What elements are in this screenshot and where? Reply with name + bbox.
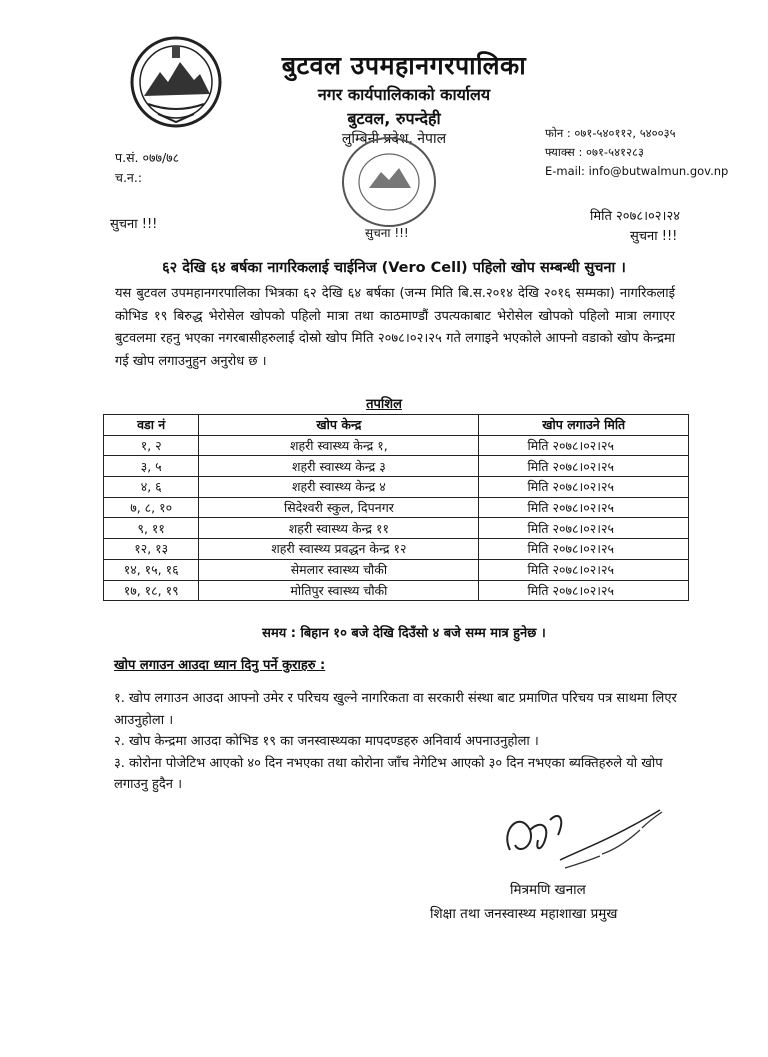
handwritten-signature-icon <box>490 790 675 880</box>
table-row <box>104 518 689 539</box>
instruction-item: १. खोप लगाउन आउदा आफ्नो उमेर र परिचय खुल्ने नागरिकता वा सरकारी संस्था बाट प्रमाणित परिचय पत्र साथमा लिएर आउनुहोला । <box>114 691 677 728</box>
center-cell: शहरी स्वास्थ्य केन्द्र ४ <box>199 477 479 498</box>
instruction-item: ३. कोरोना पोजेटिभ आएको ४० दिन नभएका तथा कोरोना जाँच नेगेटिभ आएको ३० दिन नभएका ब्यक्तिहरुले यो खोप लगाउनु हुदैन । <box>114 755 663 792</box>
table-row <box>104 580 689 601</box>
table-row <box>104 456 689 477</box>
issue-date: मिति २०७८।०२।२४ <box>590 209 680 224</box>
header-date: खोप लगाउने मिति <box>479 415 689 436</box>
header-ward: वडा नं <box>104 415 199 436</box>
date-cell: मिति २०७८।०२।२५ <box>479 539 689 560</box>
table-row <box>104 539 689 560</box>
center-cell: शहरी स्वास्थ्य केन्द्र ३ <box>199 456 479 477</box>
signatory-designation: शिक्षा तथा जनस्वास्थ्य महाशाखा प्रमुख <box>430 906 618 922</box>
center-cell: शहरी स्वास्थ्य केन्द्र १, <box>199 435 479 456</box>
office-name: नगर कार्यपालिकाको कार्यालय <box>317 85 491 104</box>
signatory-name: मित्रमणि खनाल <box>510 882 586 898</box>
instruction-item: २. खोप केन्द्रमा आउदा कोभिड १९ का जनस्वास्थ्यका मापदण्डहरु अनिवार्य अपनाउनुहोला । <box>114 734 539 749</box>
center-cell: शहरी स्वास्थ्य केन्द्र ११ <box>199 518 479 539</box>
notice-label-left: सुचना !!! <box>110 217 158 232</box>
org-name: बुटवल उपमहानगरपालिका <box>281 51 527 80</box>
notice-label-center: सुचना !!! <box>365 226 409 240</box>
notice-title: ६२ देखि ६४ बर्षका नागरिकलाई चाईनिज (Vero Cell) पहिलो खोप सम्बन्धी सुचना । <box>162 260 626 276</box>
center-cell: सेमलार स्वास्थ्य चौकी <box>199 559 479 580</box>
header-center: खोप केन्द्र <box>199 415 479 436</box>
address-line-2: लुम्बिनी प्रदेश, नेपाल <box>341 131 447 147</box>
fax-text: फ्याक्स : ०७१-५४१२८३ <box>545 145 644 159</box>
table-row <box>104 477 689 498</box>
instructions-list <box>114 688 684 796</box>
date-cell: मिति २०७८।०२।२५ <box>479 435 689 456</box>
center-cell: सिदेश्वरी स्कुल, दिपनगर <box>199 497 479 518</box>
date-cell: मिति २०७८।०२।२५ <box>479 497 689 518</box>
ward-cell: ३, ५ <box>104 456 199 477</box>
dispatch-number: च.न.: <box>115 170 143 185</box>
center-cell: मोतिपुर स्वास्थ्य चौकी <box>199 580 479 601</box>
ward-cell: १२, १३ <box>104 539 199 560</box>
ward-cell: १७, १८, १९ <box>104 580 199 601</box>
notice-label-right: सुचना !!! <box>630 229 678 244</box>
date-cell: मिति २०७८।०२।२५ <box>479 559 689 580</box>
date-block <box>590 207 680 247</box>
date-cell: मिति २०७८।०२।२५ <box>479 477 689 498</box>
date-cell: मिति २०७८।०२।२५ <box>479 580 689 601</box>
reference-block <box>115 148 179 188</box>
ward-cell: ९, ११ <box>104 518 199 539</box>
vaccination-schedule-table <box>103 414 689 601</box>
phone-text: फोन : ०७१-५४०११२, ५४००३५ <box>545 126 676 140</box>
table-title: तपशिल <box>366 397 402 412</box>
ward-cell: ७, ८, १० <box>104 497 199 518</box>
center-cell: शहरी स्वास्थ्य प्रवद्धन केन्द्र १२ <box>199 539 479 560</box>
time-note: समय : बिहान १० बजे देखि दिउँसो ४ बजे सम्म मात्र हुनेछ । <box>262 626 546 641</box>
instructions-heading: खोप लगाउन आउदा ध्यान दिनु पर्ने कुराहरु : <box>114 658 326 673</box>
notice-body: यस बुटवल उपमहानगरपालिका भित्रका ६२ देखि ६४ बर्षका (जन्म मिति बि.स.२०१४ देखि २०१६ सम्मका) नागरिकलाई कोभिड १९ बिरुद्ध भेरोसेल खोपको पहिलो मात्रा तथा काठमाण्डौं उपत्यकाबाट भेरोसेल खोपको पहिलो मात्रा लगाएर बुटवलमा रहनु भएका नगरबासीहरुलाई दोस्रो खोप मिति २०७८।०२।२५ गते लगाइने भएकोले आफ्नो वडाको खोप केन्द्रमा गई खोप लगाउनुहुन अनुरोध छ । <box>115 286 675 369</box>
email-text: E-mail: info@butwalmun.gov.np <box>545 164 729 178</box>
date-cell: मिति २०७८।०२।२५ <box>479 518 689 539</box>
contact-block <box>545 124 728 181</box>
ward-cell: १४, १५, १६ <box>104 559 199 580</box>
letter-number: प.सं. ०७७/७८ <box>115 150 180 165</box>
table-row <box>104 497 689 518</box>
ward-cell: ४, ६ <box>104 477 199 498</box>
table-header-row <box>104 415 689 436</box>
date-cell: मिति २०७८।०२।२५ <box>479 456 689 477</box>
table-row <box>104 559 689 580</box>
address-line-1: बुटवल, रुपन्देही <box>347 109 441 128</box>
table-row <box>104 435 689 456</box>
ward-cell: १, २ <box>104 435 199 456</box>
